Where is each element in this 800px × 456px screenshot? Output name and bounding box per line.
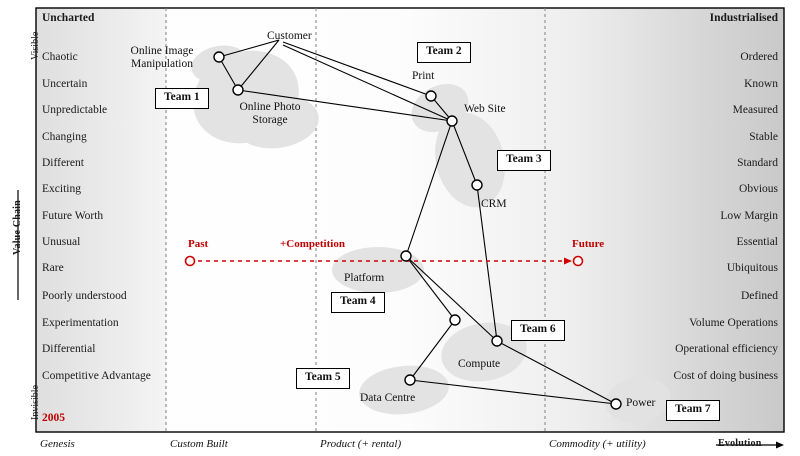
node-label-crm[interactable]: CRM [481, 198, 507, 210]
right-label-3: Stable [749, 131, 778, 143]
right-label-6: Low Margin [720, 210, 778, 222]
map-year: 2005 [42, 412, 65, 424]
right-label-9: Defined [740, 290, 778, 302]
node-label-online-photo-storage[interactable]: Online Photo Storage [239, 101, 301, 127]
node-label-print[interactable]: Print [412, 70, 435, 82]
evolution-stage-custom-built: Custom Built [170, 438, 228, 450]
movement-label-competition: +Competition [280, 238, 345, 250]
movement-label-future: Future [572, 238, 605, 250]
left-label-7: Unusual [42, 236, 81, 248]
left-label-6: Future Worth [42, 210, 104, 222]
left-label-1: Uncertain [42, 78, 88, 90]
axis-label-invisible: Invisible [30, 385, 41, 420]
left-label-8: Rare [42, 262, 64, 274]
axis-label-visible: Visible [30, 31, 41, 60]
right-label-4: Standard [737, 157, 778, 169]
left-label-4: Different [42, 157, 84, 169]
node-label-compute[interactable]: Compute [458, 358, 501, 370]
left-label-12: Competitive Advantage [42, 370, 151, 382]
node-label-web-site[interactable]: Web Site [464, 103, 506, 115]
axis-label-industrialised: Industrialised [709, 12, 778, 24]
team-box-1[interactable]: Team 1 [155, 88, 209, 109]
right-label-1: Known [744, 78, 778, 90]
right-label-2: Measured [732, 104, 778, 116]
team-box-6[interactable]: Team 6 [511, 320, 565, 341]
team-box-7[interactable]: Team 7 [666, 400, 720, 421]
evolution-stage-commodity: Commodity (+ utility) [549, 438, 646, 450]
right-label-8: Ubiquitous [726, 262, 778, 274]
axis-title-value-chain: Value Chain [12, 200, 23, 255]
evolution-stage-product: Product (+ rental) [320, 438, 402, 450]
right-label-10: Volume Operations [689, 317, 778, 329]
left-label-0: Chaotic [42, 51, 78, 63]
left-label-11: Differential [42, 343, 96, 355]
right-label-12: Cost of doing business [673, 370, 778, 382]
node-label-data-centre[interactable]: Data Centre [360, 392, 416, 404]
right-label-11: Operational efficiency [675, 343, 778, 355]
node-label-platform[interactable]: Platform [344, 272, 385, 284]
team-box-2[interactable]: Team 2 [417, 42, 471, 63]
left-label-5: Exciting [42, 183, 81, 195]
movement-label-past: Past [188, 238, 209, 250]
left-label-2: Unpredictable [42, 104, 108, 116]
team-box-5[interactable]: Team 5 [296, 368, 350, 389]
node-label-customer[interactable]: Customer [267, 30, 312, 42]
right-label-5: Obvious [739, 183, 778, 195]
team-box-3[interactable]: Team 3 [497, 150, 551, 171]
right-label-7: Essential [736, 236, 778, 248]
left-label-3: Changing [42, 131, 87, 143]
left-label-9: Poorly understood [42, 290, 127, 302]
node-label-power[interactable]: Power [626, 397, 656, 409]
axis-label-uncharted: Uncharted [42, 12, 95, 24]
node-label-online-image-manipulation[interactable]: Online Image Manipulation [130, 45, 194, 71]
team-box-4[interactable]: Team 4 [331, 292, 385, 313]
evolution-stage-genesis: Genesis [40, 438, 75, 450]
left-label-10: Experimentation [42, 317, 119, 329]
axis-title-evolution: Evolution [718, 438, 762, 449]
right-label-0: Ordered [740, 51, 778, 63]
